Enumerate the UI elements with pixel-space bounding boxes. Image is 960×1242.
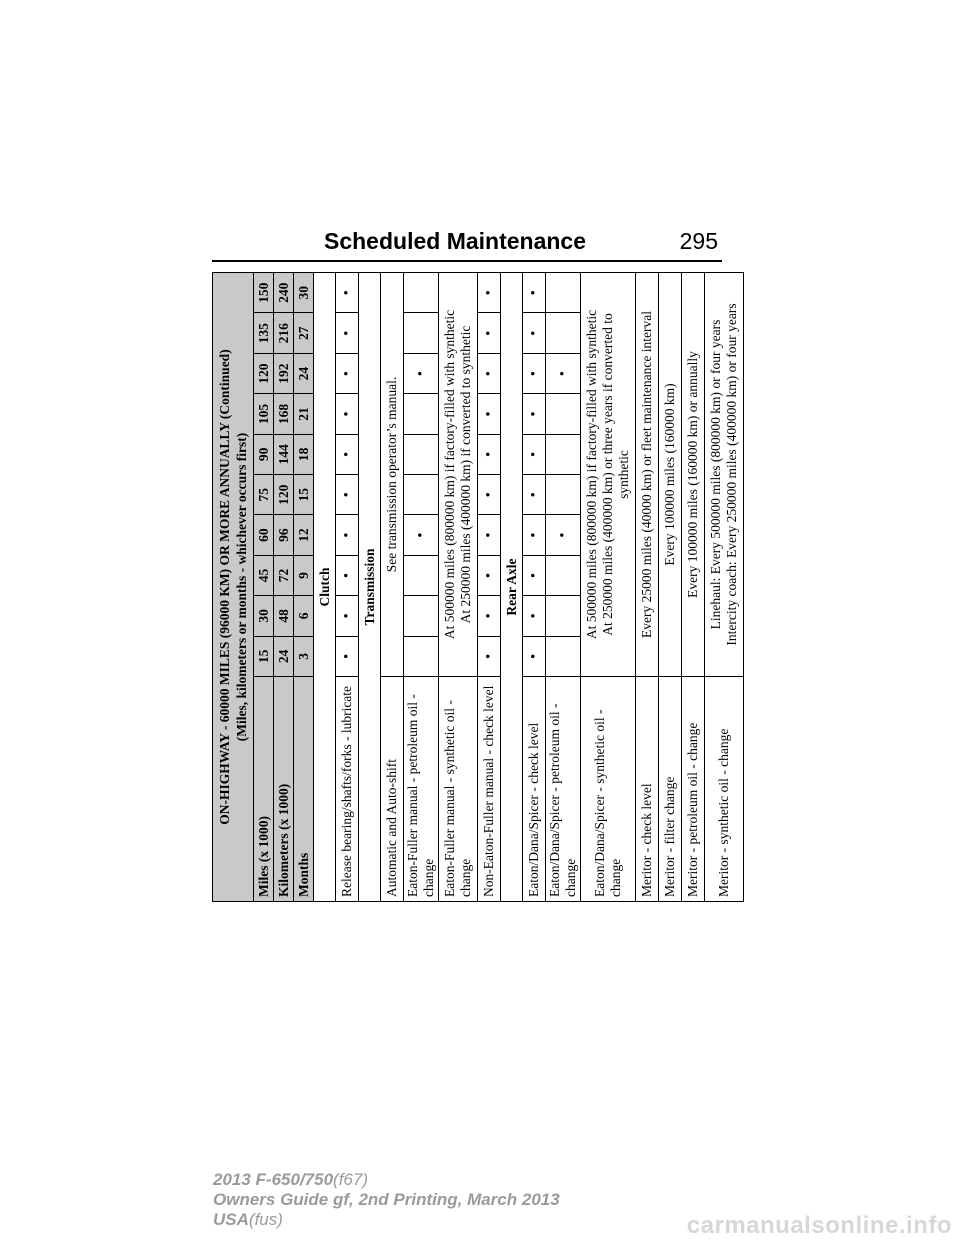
months-value: 3: [294, 636, 314, 676]
table-title-row: [213, 273, 254, 902]
miles-value: 105: [254, 394, 274, 434]
section-row-rear-axle: [501, 273, 523, 902]
bullet: •: [478, 273, 501, 313]
table-row-meritor-synthetic: [705, 273, 744, 902]
km-label: Kilometers (x 1000): [274, 677, 294, 902]
footer-line1: [213, 1170, 560, 1190]
months-label: Months: [294, 677, 314, 902]
bullet: •: [478, 596, 501, 636]
miles-label: Miles (x 1000): [254, 677, 274, 902]
footer-line2: Owners Guide gf, 2nd Printing, March 2013: [213, 1190, 560, 1209]
page-footer: [213, 1170, 560, 1230]
watermark: carmanualsonline.info: [686, 1212, 952, 1239]
bullet: •: [523, 313, 546, 353]
bullet: •: [523, 434, 546, 474]
interval-line: At 500000 miles (800000 km) if factory-filled with synthetic: [442, 309, 457, 640]
row-label: Eaton/Dana/Spicer - check level: [523, 677, 546, 902]
row-label: Non-Eaton-Fuller manual - check level: [478, 677, 501, 902]
bullet: •: [478, 555, 501, 595]
months-value: 18: [294, 434, 314, 474]
row-interval-text: Every 100000 miles (160000 km): [659, 273, 682, 677]
months-value: 9: [294, 555, 314, 595]
table-title-line2: (Miles, kilometers or months - whichever occurs first): [234, 432, 249, 742]
section-row-clutch: [314, 273, 336, 902]
interval-line: synthetic: [616, 450, 631, 499]
bullet: •: [523, 475, 546, 515]
page-header: [212, 228, 722, 262]
interval-line: Linehaul: Every 500000 miles (800000 km) or four years: [708, 319, 723, 630]
km-value: 168: [274, 394, 294, 434]
row-label: Eaton/Dana/Spicer - synthetic oil - change: [581, 677, 636, 902]
row-interval-text: [705, 273, 744, 677]
row-interval-text: See transmission operator’s manual.: [381, 273, 404, 677]
miles-value: 90: [254, 434, 274, 474]
km-value: 240: [274, 273, 294, 313]
months-value: 15: [294, 475, 314, 515]
km-value: 96: [274, 515, 294, 555]
table-row-meritor-check: [636, 273, 659, 902]
bullet: •: [336, 353, 359, 393]
row-interval-text: Every 25000 miles (40000 km) or fleet maintenance interval: [636, 273, 659, 677]
bullet: •: [478, 353, 501, 393]
row-label: Eaton-Fuller manual - synthetic oil - change: [439, 677, 478, 902]
bullet: •: [478, 515, 501, 555]
miles-value: 15: [254, 636, 274, 676]
interval-line: At 250000 miles (400000 km) or three years if converted to: [600, 313, 615, 636]
row-label: Release bearing/shafts/forks - lubricate: [336, 677, 359, 902]
table-row-automatic: [381, 273, 404, 902]
miles-value: 120: [254, 353, 274, 393]
bullet: •: [478, 394, 501, 434]
months-value: 30: [294, 273, 314, 313]
table-row-release-bearing: [336, 273, 359, 902]
miles-value: 30: [254, 596, 274, 636]
page-number: 295: [679, 228, 718, 254]
km-value: 120: [274, 475, 294, 515]
table-row-eaton-petroleum: [404, 273, 439, 902]
section-heading-rear-axle: Rear Axle: [501, 273, 523, 902]
miles-value: 45: [254, 555, 274, 595]
bullet: •: [523, 273, 546, 313]
table-row-dana-check: [523, 273, 546, 902]
maintenance-schedule-table: [212, 272, 744, 902]
table-title-line1: ON-HIGHWAY - 60000 MILES (96000 KM) OR MORE ANNUALLY (Continued): [217, 349, 232, 825]
bullet: •: [523, 515, 546, 555]
header-rule: [212, 260, 722, 262]
months-value: 6: [294, 596, 314, 636]
bullet: •: [523, 353, 546, 393]
km-value: 192: [274, 353, 294, 393]
bullet: •: [336, 434, 359, 474]
bullet: •: [478, 475, 501, 515]
row-label: Meritor - synthetic oil - change: [705, 677, 744, 902]
table-row-dana-petroleum: [546, 273, 581, 902]
table-title: [213, 273, 254, 902]
interval-line: At 500000 miles (800000 km) if factory-filled with synthetic: [584, 309, 599, 640]
bullet: •: [404, 353, 439, 393]
table-row-eaton-synthetic: [439, 273, 478, 902]
months-row: [294, 273, 314, 902]
bullet: •: [336, 636, 359, 676]
bullet: •: [336, 475, 359, 515]
bullet: •: [546, 353, 581, 393]
footer-model-code: (f67): [333, 1170, 369, 1189]
bullet: •: [336, 555, 359, 595]
footer-model: 2013 F-650/750: [213, 1170, 334, 1189]
bullet: •: [336, 273, 359, 313]
bullet: •: [546, 515, 581, 555]
bullet: •: [523, 394, 546, 434]
section-heading-clutch: Clutch: [314, 273, 336, 902]
bullet: •: [478, 313, 501, 353]
bullet: •: [336, 313, 359, 353]
table-row-dana-synthetic: [581, 273, 636, 902]
km-value: 48: [274, 596, 294, 636]
row-interval-text: [439, 273, 478, 677]
row-label: Automatic and Auto-shift: [381, 677, 404, 902]
row-interval-text: [581, 273, 636, 677]
km-value: 24: [274, 636, 294, 676]
miles-value: 150: [254, 273, 274, 313]
miles-value: 75: [254, 475, 274, 515]
table-row-meritor-filter: [659, 273, 682, 902]
table-row-meritor-petroleum: [682, 273, 705, 902]
footer-market: USA: [213, 1210, 249, 1229]
miles-value: 135: [254, 313, 274, 353]
row-label: Meritor - check level: [636, 677, 659, 902]
bullet: •: [478, 636, 501, 676]
miles-value: 60: [254, 515, 274, 555]
bullet: •: [404, 515, 439, 555]
row-label: Eaton-Fuller manual - petroleum oil - change: [404, 677, 439, 902]
section-heading-transmission: Transmission: [359, 273, 381, 902]
bullet: •: [523, 636, 546, 676]
km-value: 144: [274, 434, 294, 474]
months-value: 24: [294, 353, 314, 393]
section-title: Scheduled Maintenance: [324, 228, 587, 254]
months-value: 27: [294, 313, 314, 353]
footer-market-code: (fus): [248, 1210, 283, 1229]
section-row-transmission: [359, 273, 381, 902]
table-row-non-eaton: [478, 273, 501, 902]
months-value: 21: [294, 394, 314, 434]
bullet: •: [523, 555, 546, 595]
row-label: Meritor - petroleum oil - change: [682, 677, 705, 902]
bullet: •: [523, 596, 546, 636]
maintenance-table-rotated: [212, 272, 739, 902]
months-value: 12: [294, 515, 314, 555]
km-value: 216: [274, 313, 294, 353]
bullet: •: [478, 434, 501, 474]
interval-line: At 250000 miles (400000 km) if converted to synthetic: [458, 325, 473, 624]
bullet: •: [336, 394, 359, 434]
row-label: Meritor - filter change: [659, 677, 682, 902]
miles-row: [254, 273, 274, 902]
bullet: •: [336, 596, 359, 636]
interval-line: Intercity coach: Every 250000 miles (400000 km) or four years: [724, 303, 739, 646]
row-interval-text: Every 100000 miles (160000 km) or annually: [682, 273, 705, 677]
km-value: 72: [274, 555, 294, 595]
bullet: •: [336, 515, 359, 555]
km-row: [274, 273, 294, 902]
footer-line3: [213, 1210, 560, 1230]
row-label: Eaton/Dana/Spicer - petroleum oil - change: [546, 677, 581, 902]
